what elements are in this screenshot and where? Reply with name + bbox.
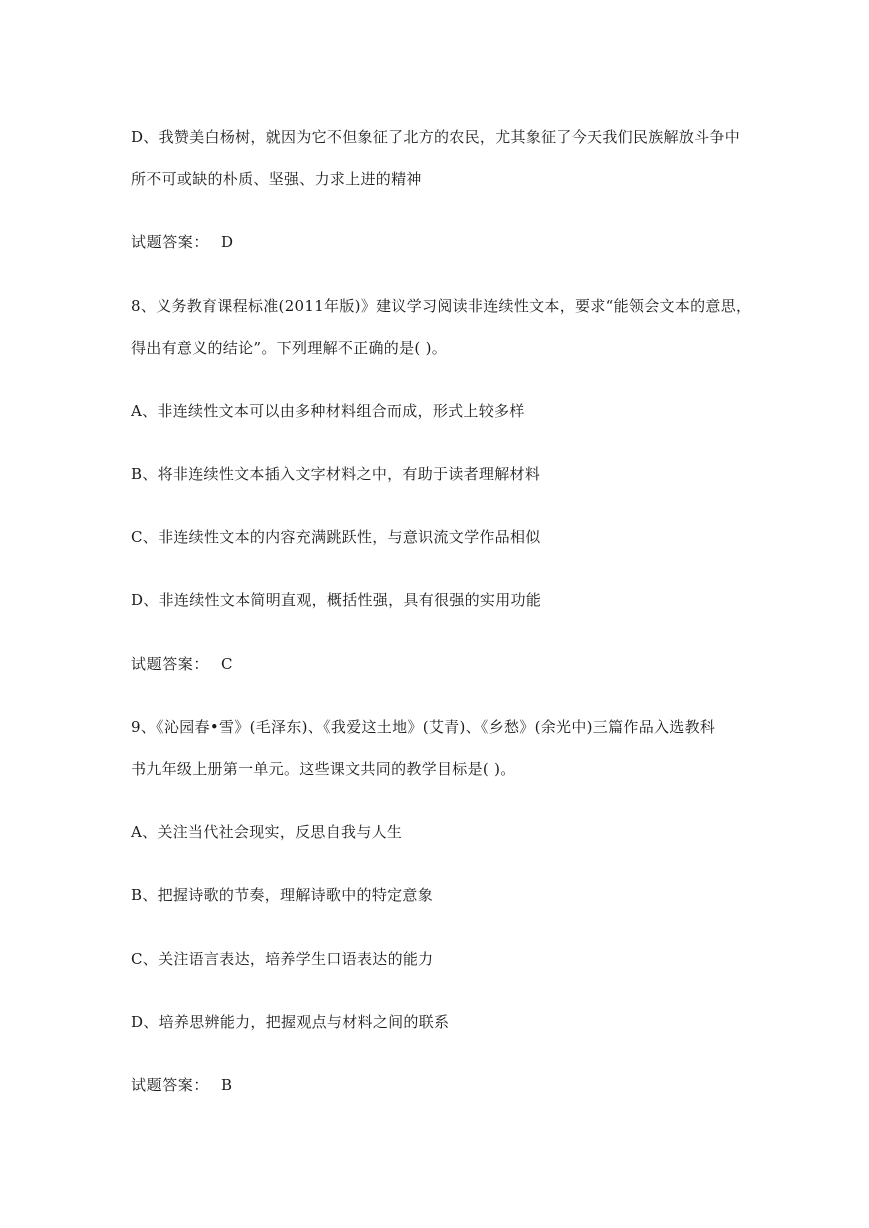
answer-label: 试题答案：	[131, 655, 210, 673]
q8-stem-line2: 得出有意义的结论”。下列理解不正确的是( )。	[131, 339, 448, 357]
q9-option-b: B、把握诗歌的节奏，理解诗歌中的特定意象	[131, 886, 434, 904]
q9-answer	[131, 1075, 751, 1095]
q8-stem-line1: 8、义务教育课程标准(2011年版)》建议学习阅读非连续性文本，要求“能领会文本的意思，	[131, 297, 752, 315]
q7-answer	[131, 232, 751, 252]
q7-option-d-line1: D、我赞美白杨树，就因为它不但象征了北方的农民，尤其象征了今天我们民族解放斗争中	[131, 128, 741, 146]
answer-value: C	[221, 655, 233, 673]
answer-value: D	[221, 233, 234, 251]
q8-option-b: B、将非连续性文本插入文字材料之中，有助于读者理解材料	[131, 465, 541, 483]
q9-stem-line2: 书九年级上册第一单元。这些课文共同的教学目标是( )。	[131, 760, 516, 778]
q7-option-d-line2: 所不可或缺的朴质、坚强、力求上进的精神	[131, 170, 422, 188]
q8-answer	[131, 654, 751, 674]
answer-value: B	[221, 1076, 233, 1094]
q9-option-a: A、关注当代社会现实，反思自我与人生	[131, 823, 403, 841]
answer-label: 试题答案：	[131, 233, 210, 251]
answer-label: 试题答案：	[131, 1076, 210, 1094]
q8-option-c: C、非连续性文本的内容充满跳跃性，与意识流文学作品相似	[131, 528, 541, 546]
q9-option-d: D、培养思辨能力，把握观点与材料之间的联系	[131, 1013, 450, 1031]
q8-option-d: D、非连续性文本简明直观，概括性强，具有很强的实用功能	[131, 591, 542, 609]
q8-option-a: A、非连续性文本可以由多种材料组合而成，形式上较多样	[131, 402, 525, 420]
q9-option-c: C、关注语言表达，培养学生口语表达的能力	[131, 950, 434, 968]
q9-stem-line1: 9、《沁园春•雪》(毛泽东)、《我爱这土地》(艾青)、《乡愁》(余光中)三篇作品入选教科	[131, 718, 716, 736]
